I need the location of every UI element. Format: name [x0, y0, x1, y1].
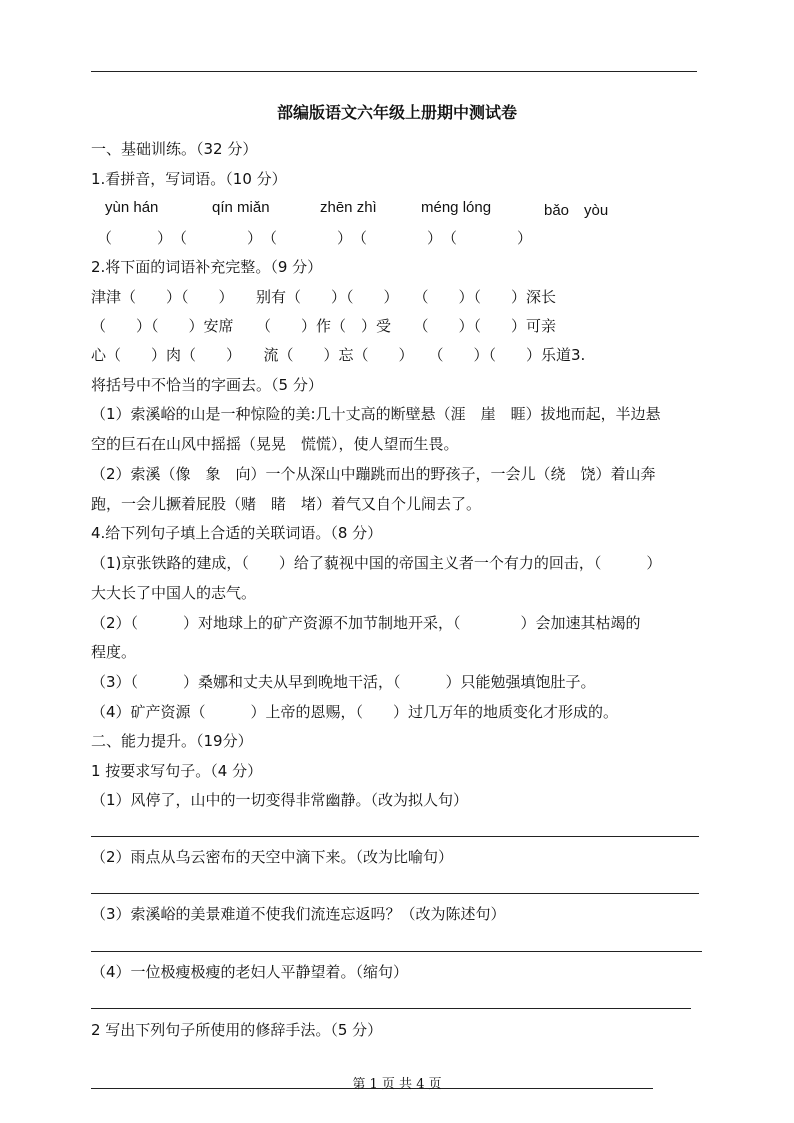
question-heading: 1 按要求写句子。（4 分）: [91, 762, 263, 780]
pinyin-1: yùn hán: [105, 199, 159, 216]
text-line: （4）一位极瘦极瘦的老妇人平静望着。（缩句）: [91, 963, 409, 981]
text-line: 心（ ）肉（ ） 流（ ）忘（ ） （ ）（ ）乐道3.: [91, 346, 586, 364]
text-line: （1）索溪峪的山是一种惊险的美:几十丈高的断壁悬（涯 崖 睚）拔地而起，半边悬: [91, 405, 661, 423]
text-line: （1）风停了，山中的一切变得非常幽静。（改为拟人句）: [91, 791, 469, 809]
text-line: 空的巨石在山风中摇摇（晃晃 慌慌），使人望而生畏。: [91, 435, 459, 453]
question-heading: 2.将下面的词语补充完整。（9 分）: [91, 258, 323, 276]
pinyin-4: méng lóng: [421, 199, 492, 216]
text-line: （1)京张铁路的建成，（ ）给了藐视中国的帝国主义者一个有力的回击，（ ）: [91, 554, 662, 572]
text-line: 津津（ ）（ ） 别有（ ）（ ） （ ）（ ）深长: [91, 288, 557, 306]
text-line: （4）矿产资源（ ）上帝的恩赐，（ ）过几万年的地质变化才形成的。: [91, 703, 619, 721]
answer-line[interactable]: [91, 836, 699, 837]
pinyin-2: qín miǎn: [212, 199, 270, 216]
text-line: （2）索溪（像 象 向）一个从深山中蹦跳而出的野孩子，一会儿（绕 饶）着山奔: [91, 465, 656, 483]
text-line: 程度。: [91, 643, 137, 661]
question-heading: 1.看拼音，写词语。（10 分）: [91, 170, 287, 188]
question-heading: 4.给下列句子填上合适的关联词语。（8 分）: [91, 524, 383, 542]
section-heading: 一、基础训练。（32 分）: [91, 140, 258, 158]
pinyin-5: bǎo yòu: [544, 202, 609, 219]
section-heading: 二、能力提升。（19分）: [91, 732, 253, 750]
answer-line[interactable]: [91, 951, 702, 952]
text-line: （3）（ ）桑娜和丈夫从早到晚地干活，（ ）只能勉强填饱肚子。: [91, 673, 596, 691]
page-number: 第 1 页 共 4 页: [352, 1077, 442, 1092]
text-line: （ ）（ ）安席 （ ）作（ ）受 （ ）（ ）可亲: [91, 317, 557, 335]
answer-blanks[interactable]: （ ） （ ） （ ） （ ） （ ）: [97, 229, 533, 247]
text-line: （3）索溪峪的美景难道不使我们流连忘返吗？（改为陈述句）: [91, 905, 506, 923]
page-title: 部编版语文六年级上册期中测试卷: [276, 103, 517, 122]
question-heading: 2 写出下列句子所使用的修辞手法。（5 分）: [91, 1021, 383, 1039]
text-line: 大大长了中国人的志气。: [91, 584, 257, 602]
text-line: （2）雨点从乌云密布的天空中滴下来。（改为比喻句）: [91, 848, 454, 866]
answer-line[interactable]: [91, 893, 699, 894]
answer-line[interactable]: [91, 1008, 691, 1009]
question-heading: 将括号中不恰当的字画去。（5 分）: [91, 376, 323, 394]
pinyin-3: zhēn zhì: [320, 199, 377, 216]
text-line: （2）（ ）对地球上的矿产资源不加节制地开采，（ ）会加速其枯竭的: [91, 614, 641, 632]
text-line: 跑，一会儿撅着屁股（赌 睹 堵）着气又自个儿闹去了。: [91, 495, 482, 513]
header-rule: [91, 71, 697, 72]
